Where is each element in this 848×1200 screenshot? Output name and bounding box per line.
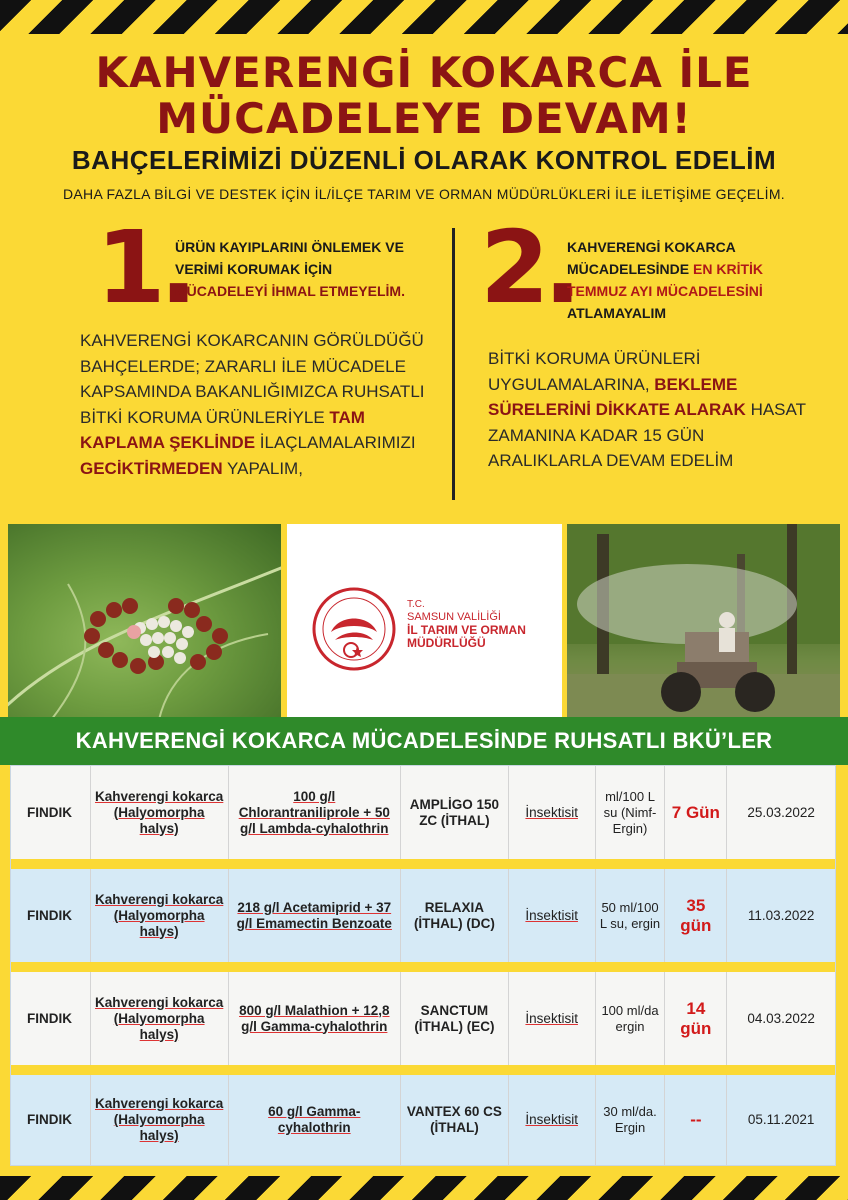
waiting-period-cell: -- — [665, 1075, 727, 1165]
product-cell: VANTEX 60 CS (İTHAL) — [401, 1075, 509, 1165]
pest-cell: Kahverengi kokarca (Halyomorpha halys) — [91, 972, 229, 1065]
table-row — [11, 1075, 835, 1165]
pest-cell: Kahverengi kokarca (Halyomorpha halys) — [91, 1075, 229, 1165]
ministry-logo-panel — [287, 524, 562, 720]
dose-cell: ml/100 L su (Nimf-Ergin) — [596, 766, 666, 859]
section-2-number: 2. — [480, 209, 576, 326]
product-cell: RELAXIA (İTHAL) (DC) — [401, 869, 509, 962]
crop-cell: FINDIK — [11, 1075, 91, 1165]
table-row — [11, 972, 835, 1075]
pest-cell: Kahverengi kokarca (Halyomorpha halys) — [91, 869, 229, 962]
ministry-name: T.C. SAMSUN VALİLİĞİ İL TARIM VE ORMAN MÜDÜRLÜĞÜ — [407, 599, 526, 650]
section-1-body: KAHVERENGİ KOKARCANIN GÖRÜLDÜĞÜ BAHÇELERDE; ZARARLI İLE MÜCADELE KAPSAMINDA BAKANLIĞIMIZCA RUHSATLI BİTKİ KORUMA ÜRÜNLERİYLE TAM KAPLAMA ŞEKLİNDE İLAÇLAMALARIMIZI GECİKTİRMEDEN YAPALIM, — [80, 331, 425, 478]
section-divider — [452, 228, 455, 500]
orchard-spraying-photo — [567, 524, 840, 720]
date-cell: 11.03.2022 — [727, 869, 835, 962]
crop-cell: FINDIK — [11, 766, 91, 859]
photo-strip — [8, 524, 840, 720]
waiting-period-cell: 35 gün — [665, 869, 727, 962]
type-cell: İnsektisit — [509, 869, 596, 962]
product-table — [10, 765, 836, 1166]
hazard-stripe-bottom — [0, 1176, 848, 1200]
crop-cell: FINDIK — [11, 972, 91, 1065]
poster-title: KAHVERENGİ KOKARCA İLE MÜCADELEYE DEVAM! — [95, 48, 753, 143]
stink-bug-eggs-photo — [8, 524, 281, 720]
type-cell: İnsektisit — [509, 766, 596, 859]
waiting-period-cell: 7 Gün — [665, 766, 727, 859]
active-ingredient-cell: 100 g/l Chlorantraniliprole + 50 g/l Lambda-cyhalothrin — [229, 766, 402, 859]
product-cell: AMPLİGO 150 ZC (İTHAL) — [401, 766, 509, 859]
dose-cell: 50 ml/100 L su, ergin — [596, 869, 666, 962]
product-cell: SANCTUM (İTHAL) (EC) — [401, 972, 509, 1065]
active-ingredient-cell: 60 g/l Gamma-cyhalothrin — [229, 1075, 402, 1165]
crop-cell: FINDIK — [11, 869, 91, 962]
banner-title: KAHVERENGİ KOKARCA MÜCADELESİNDE RUHSATLI BKÜ’LER — [0, 717, 848, 765]
section-2-heading: KAHVERENGİ KOKARCA MÜCADELESİNDE EN KRİTİK TEMMUZ AYI MÜCADELESİNİ ATLAMAYALIM — [567, 239, 764, 321]
active-ingredient-cell: 800 g/l Malathion + 12,8 g/l Gamma-cyhalothrin — [229, 972, 402, 1065]
hazard-stripe-top — [0, 0, 848, 34]
type-cell: İnsektisit — [509, 1075, 596, 1165]
section-1-heading: ÜRÜN KAYIPLARINI ÖNLEMEK VE VERİMİ KORUMAK İÇİN MÜCADELEYİ İHMAL ETMEYELİM. — [175, 239, 405, 299]
info-line: DAHA FAZLA BİLGİ VE DESTEK İÇİN İL/İLÇE TARIM VE ORMAN MÜDÜRLÜKLERİ İLE İLETİŞİME GEÇELİM. — [63, 186, 785, 202]
ministry-seal-icon — [309, 584, 399, 674]
table-row — [11, 766, 835, 869]
dose-cell: 30 ml/da. Ergin — [596, 1075, 666, 1165]
section-1-number: 1. — [96, 209, 192, 326]
waiting-period-cell: 14 gün — [665, 972, 727, 1065]
date-cell: 04.03.2022 — [727, 972, 835, 1065]
subtitle: BAHÇELERİMİZİ DÜZENLİ OLARAK KONTROL EDELİM — [71, 145, 777, 175]
type-cell: İnsektisit — [509, 972, 596, 1065]
date-cell: 25.03.2022 — [727, 766, 835, 859]
dose-cell: 100 ml/da ergin — [596, 972, 666, 1065]
pest-cell: Kahverengi kokarca (Halyomorpha halys) — [91, 766, 229, 859]
date-cell: 05.11.2021 — [727, 1075, 835, 1165]
table-row — [11, 869, 835, 972]
section-2-body: BİTKİ KORUMA ÜRÜNLERİ UYGULAMALARINA, BEKLEME SÜRELERİNİ DİKKATE ALARAK HASAT ZAMANINA KADAR 15 GÜN ARALIKLARLA DEVAM EDELİM — [488, 349, 806, 470]
active-ingredient-cell: 218 g/l Acetamiprid + 37 g/l Emamectin Benzoate — [229, 869, 402, 962]
